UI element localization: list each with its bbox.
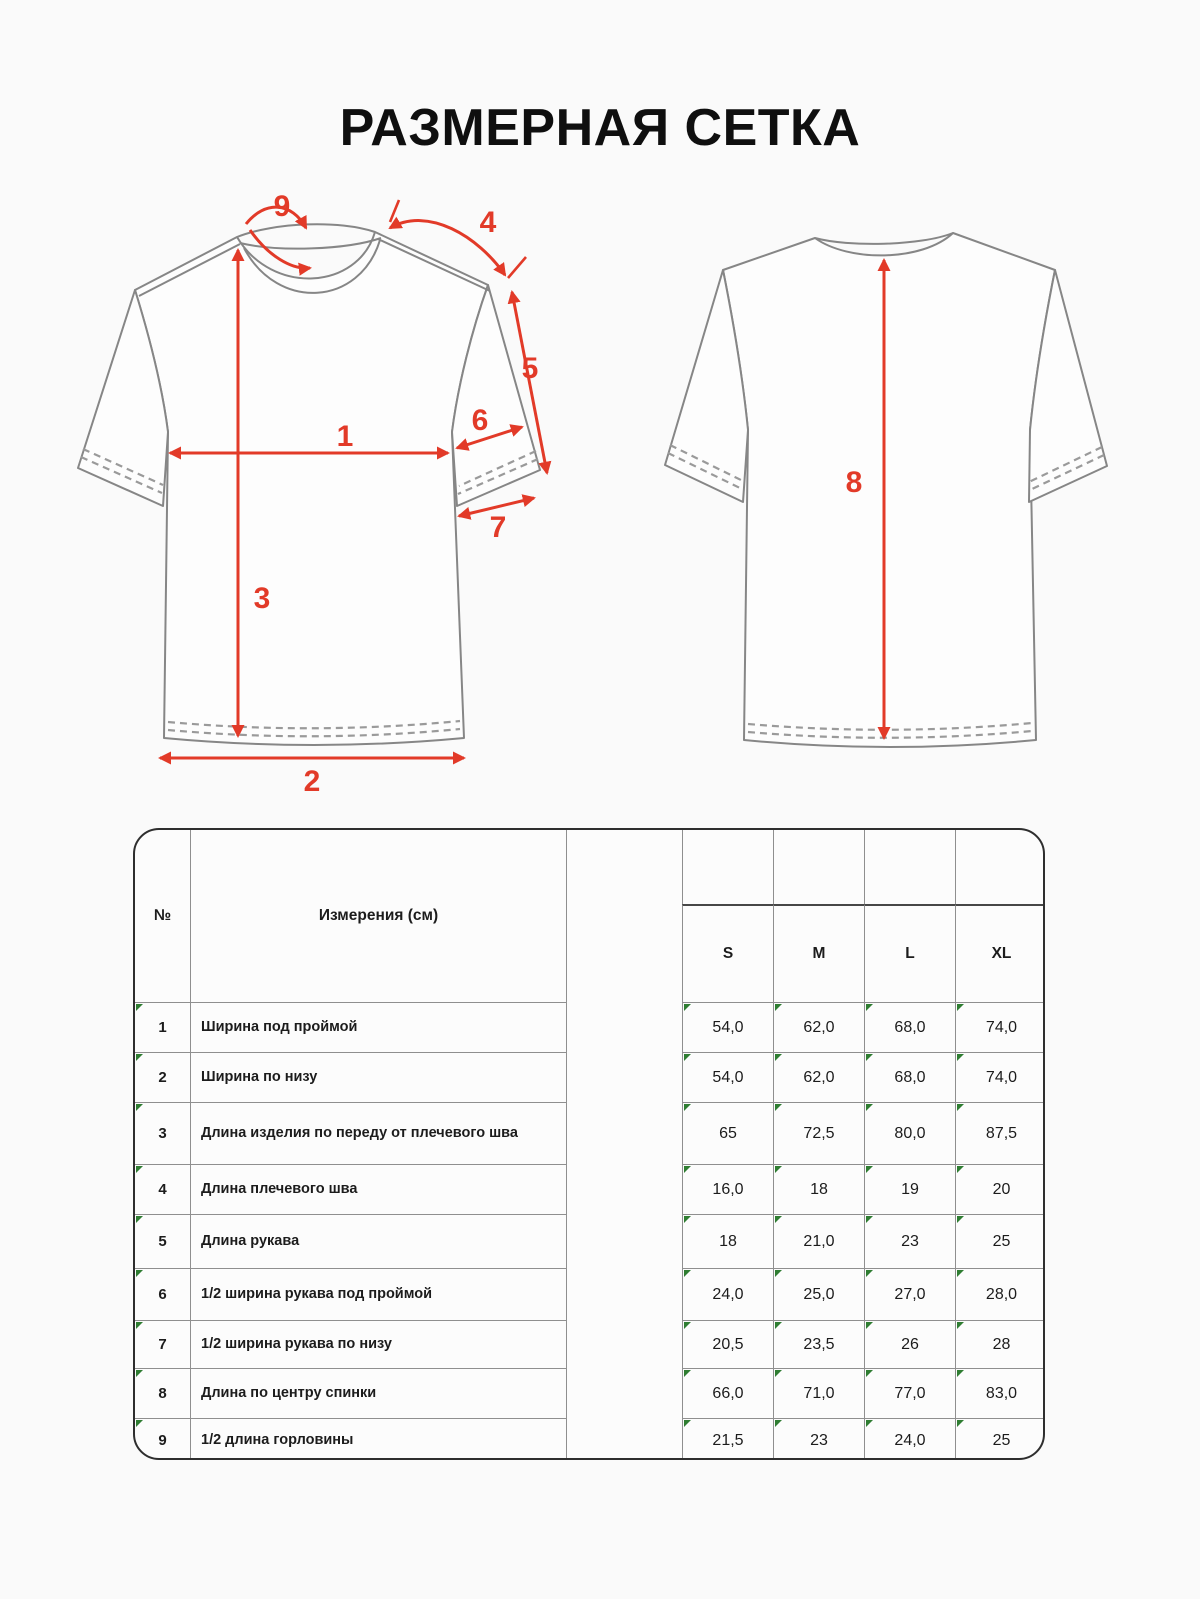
back-measure-labels [846, 466, 863, 499]
col-header-measure: Измерения (см) [191, 830, 567, 1002]
row-label: 1/2 ширина рукава по низу [191, 1320, 567, 1368]
header-blank-cell [955, 830, 1045, 904]
measure-label-1: 1 [336, 420, 354, 453]
header-blank-cell [682, 830, 773, 904]
tshirt-back-diagram [640, 180, 1160, 800]
size-value: 65 [682, 1102, 773, 1164]
size-value: 26 [864, 1320, 955, 1368]
measure-label-6: 6 [471, 404, 489, 437]
measure-label-2: 2 [303, 765, 321, 798]
measure-label-9: 9 [273, 190, 291, 223]
size-value: 62,0 [773, 1052, 864, 1102]
size-value: 77,0 [864, 1368, 955, 1418]
size-value: 23,5 [773, 1320, 864, 1368]
measure-label-5: 5 [521, 352, 539, 385]
size-value: 16,0 [682, 1164, 773, 1214]
col-header-size-l: L [864, 904, 955, 1002]
size-value: 20 [955, 1164, 1045, 1214]
back-shirt-outline [665, 233, 1107, 747]
size-value: 72,5 [773, 1102, 864, 1164]
size-value: 83,0 [955, 1368, 1045, 1418]
size-value: 74,0 [955, 1052, 1045, 1102]
row-num: 2 [135, 1052, 191, 1102]
header-blank-cell [773, 830, 864, 904]
table-gap-column [567, 830, 682, 1460]
size-value: 54,0 [682, 1002, 773, 1052]
measure-label-3: 3 [253, 582, 271, 615]
size-value: 66,0 [682, 1368, 773, 1418]
row-num: 3 [135, 1102, 191, 1164]
row-label: 1/2 длина горловины [191, 1418, 567, 1460]
size-value: 62,0 [773, 1002, 864, 1052]
row-num: 5 [135, 1214, 191, 1268]
size-value: 21,0 [773, 1214, 864, 1268]
size-value: 54,0 [682, 1052, 773, 1102]
measure-label-8: 8 [845, 466, 863, 499]
tshirt-front-diagram [60, 180, 600, 800]
size-value: 25 [955, 1214, 1045, 1268]
size-value: 19 [864, 1164, 955, 1214]
col-header-num: № [135, 830, 191, 1002]
size-value: 71,0 [773, 1368, 864, 1418]
row-num: 6 [135, 1268, 191, 1320]
size-value: 23 [864, 1214, 955, 1268]
size-value: 27,0 [864, 1268, 955, 1320]
size-value: 21,5 [682, 1418, 773, 1460]
size-value: 68,0 [864, 1052, 955, 1102]
size-value: 74,0 [955, 1002, 1045, 1052]
size-value: 18 [773, 1164, 864, 1214]
size-value: 80,0 [864, 1102, 955, 1164]
col-header-size-xl: XL [955, 904, 1045, 1002]
row-num: 7 [135, 1320, 191, 1368]
measure-label-7: 7 [489, 511, 507, 544]
page-title: РАЗМЕРНАЯ СЕТКА [339, 99, 861, 157]
header-blank-cell [864, 830, 955, 904]
row-num: 1 [135, 1002, 191, 1052]
size-value: 24,0 [682, 1268, 773, 1320]
row-num: 9 [135, 1418, 191, 1460]
row-label: Длина изделия по переду от плечевого шва [191, 1102, 567, 1164]
size-value: 25,0 [773, 1268, 864, 1320]
size-table [133, 828, 1045, 1460]
size-value: 24,0 [864, 1418, 955, 1460]
size-value: 68,0 [864, 1002, 955, 1052]
front-shirt-outline [78, 224, 540, 745]
row-label: Длина рукава [191, 1214, 567, 1268]
row-label: 1/2 ширина рукава под проймой [191, 1268, 567, 1320]
measure-label-4: 4 [479, 206, 497, 239]
row-label: Ширина по низу [191, 1052, 567, 1102]
row-label: Длина по центру спинки [191, 1368, 567, 1418]
size-value: 23 [773, 1418, 864, 1460]
size-value: 20,5 [682, 1320, 773, 1368]
row-num: 8 [135, 1368, 191, 1418]
size-value: 87,5 [955, 1102, 1045, 1164]
row-label: Ширина под проймой [191, 1002, 567, 1052]
size-value: 18 [682, 1214, 773, 1268]
row-label: Длина плечевого шва [191, 1164, 567, 1214]
col-header-size-s: S [682, 904, 773, 1002]
size-value: 25 [955, 1418, 1045, 1460]
row-num: 4 [135, 1164, 191, 1214]
size-value: 28 [955, 1320, 1045, 1368]
size-value: 28,0 [955, 1268, 1045, 1320]
col-header-size-m: M [773, 904, 864, 1002]
